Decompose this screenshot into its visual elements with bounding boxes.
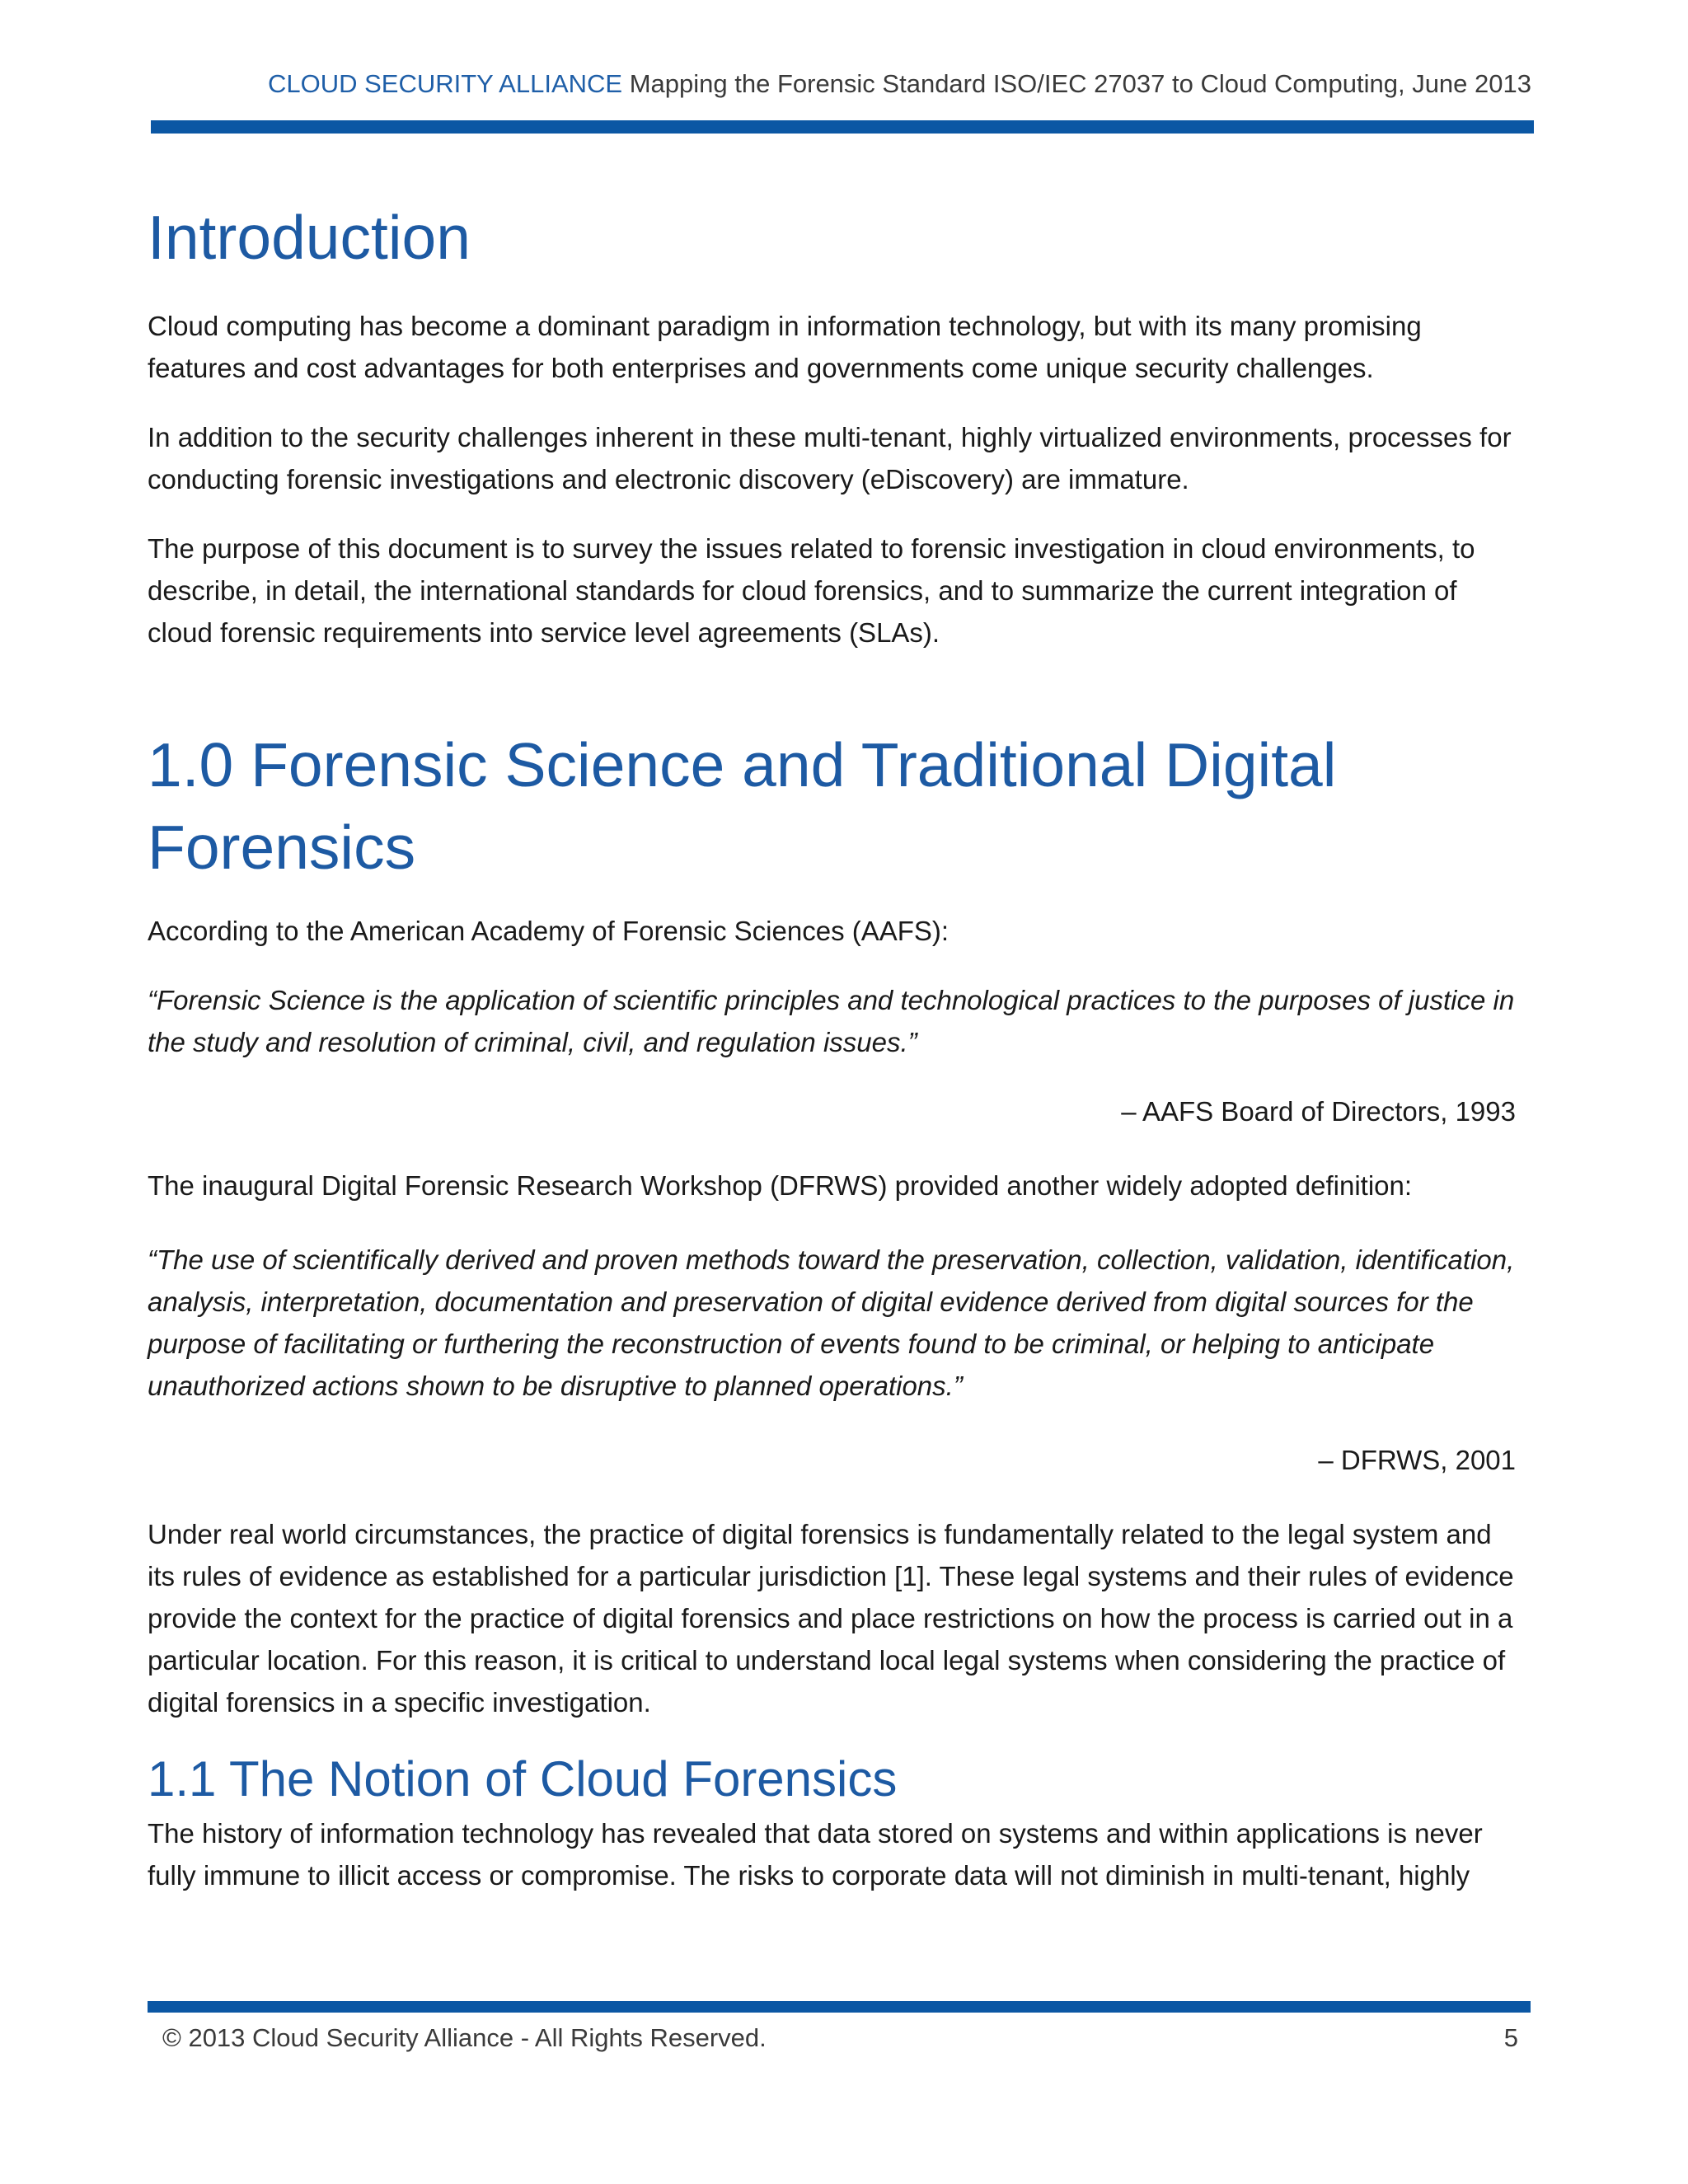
dfrws-quote: “The use of scientifically derived and proven methods toward the preservation, collection, validation, identification, analysis, interpretation, documentation and preservation of digital evidence derived from digital sources for the purpose of facilitating or furthering the reconstruction of events found to be criminal, or helping to anticipate unauthorized actions shown to be disruptive to planned operations.” [148, 1244, 1515, 1401]
header-title: Mapping the Forensic Standard ISO/IEC 27037 to Cloud Computing, June 2013 [622, 69, 1531, 98]
intro-heading: Introduction [148, 203, 471, 272]
running-header [0, 69, 1531, 99]
section-1-paragraph-3: Under real world circumstances, the practice of digital forensics is fundamentally related to the legal system and its rules of evidence as established for a particular jurisdiction [1]. These legal systems and their rules of evidence provide the context for the practice of digital forensics and place restrictions on how the process is carried out in a particular location. For this reason, it is critical to understand local legal systems when considering the practice of digital forensics in a specific investigation. [148, 1519, 1514, 1718]
aafs-attribution: – AAFS Board of Directors, 1993 [1121, 1096, 1516, 1127]
section-1-paragraph-1: According to the American Academy of Forensic Sciences (AAFS): [148, 916, 950, 946]
intro-paragraph-3: The purpose of this document is to survey the issues related to forensic investigation in cloud environments, to describe, in detail, the international standards for cloud forensics, and to summarize the current integration of cloud forensic requirements into service level agreements (SLAs). [148, 533, 1475, 648]
intro-paragraph-2: In addition to the security challenges inherent in these multi-tenant, highly virtualized environments, processes for conducting forensic investigations and electronic discovery (eDiscovery) are immature. [148, 422, 1512, 494]
page-body [148, 196, 1516, 1896]
page-number: 5 [1503, 2023, 1518, 2052]
section-1-1-paragraph-1: The history of information technology has revealed that data stored on systems and within applications is never fully immune to illicit access or compromise. The risks to corporate data will not diminish in multi-tenant, highly [148, 1818, 1483, 1891]
header-org: CLOUD SECURITY ALLIANCE [267, 69, 623, 98]
footer-copyright: © 2013 Cloud Security Alliance - All Rights Reserved. [162, 2023, 767, 2052]
section-1-heading: 1.0 Forensic Science and Traditional Digital Forensics [148, 730, 1337, 882]
dfrws-attribution: – DFRWS, 2001 [1318, 1445, 1516, 1475]
section-1-paragraph-2: The inaugural Digital Forensic Research Workshop (DFRWS) provided another widely adopted definition: [148, 1170, 1413, 1201]
footer-rule [148, 2001, 1531, 2013]
intro-paragraph-1: Cloud computing has become a dominant paradigm in information technology, but with its many promising features and cost advantages for both enterprises and governments come unique security challenges. [148, 311, 1422, 383]
section-1-1-heading: 1.1 The Notion of Cloud Forensics [148, 1751, 898, 1807]
aafs-quote: “Forensic Science is the application of scientific principles and technological practices to the purposes of justice in the study and resolution of criminal, civil, and regulation issues.” [148, 985, 1515, 1057]
header-rule [151, 120, 1534, 134]
